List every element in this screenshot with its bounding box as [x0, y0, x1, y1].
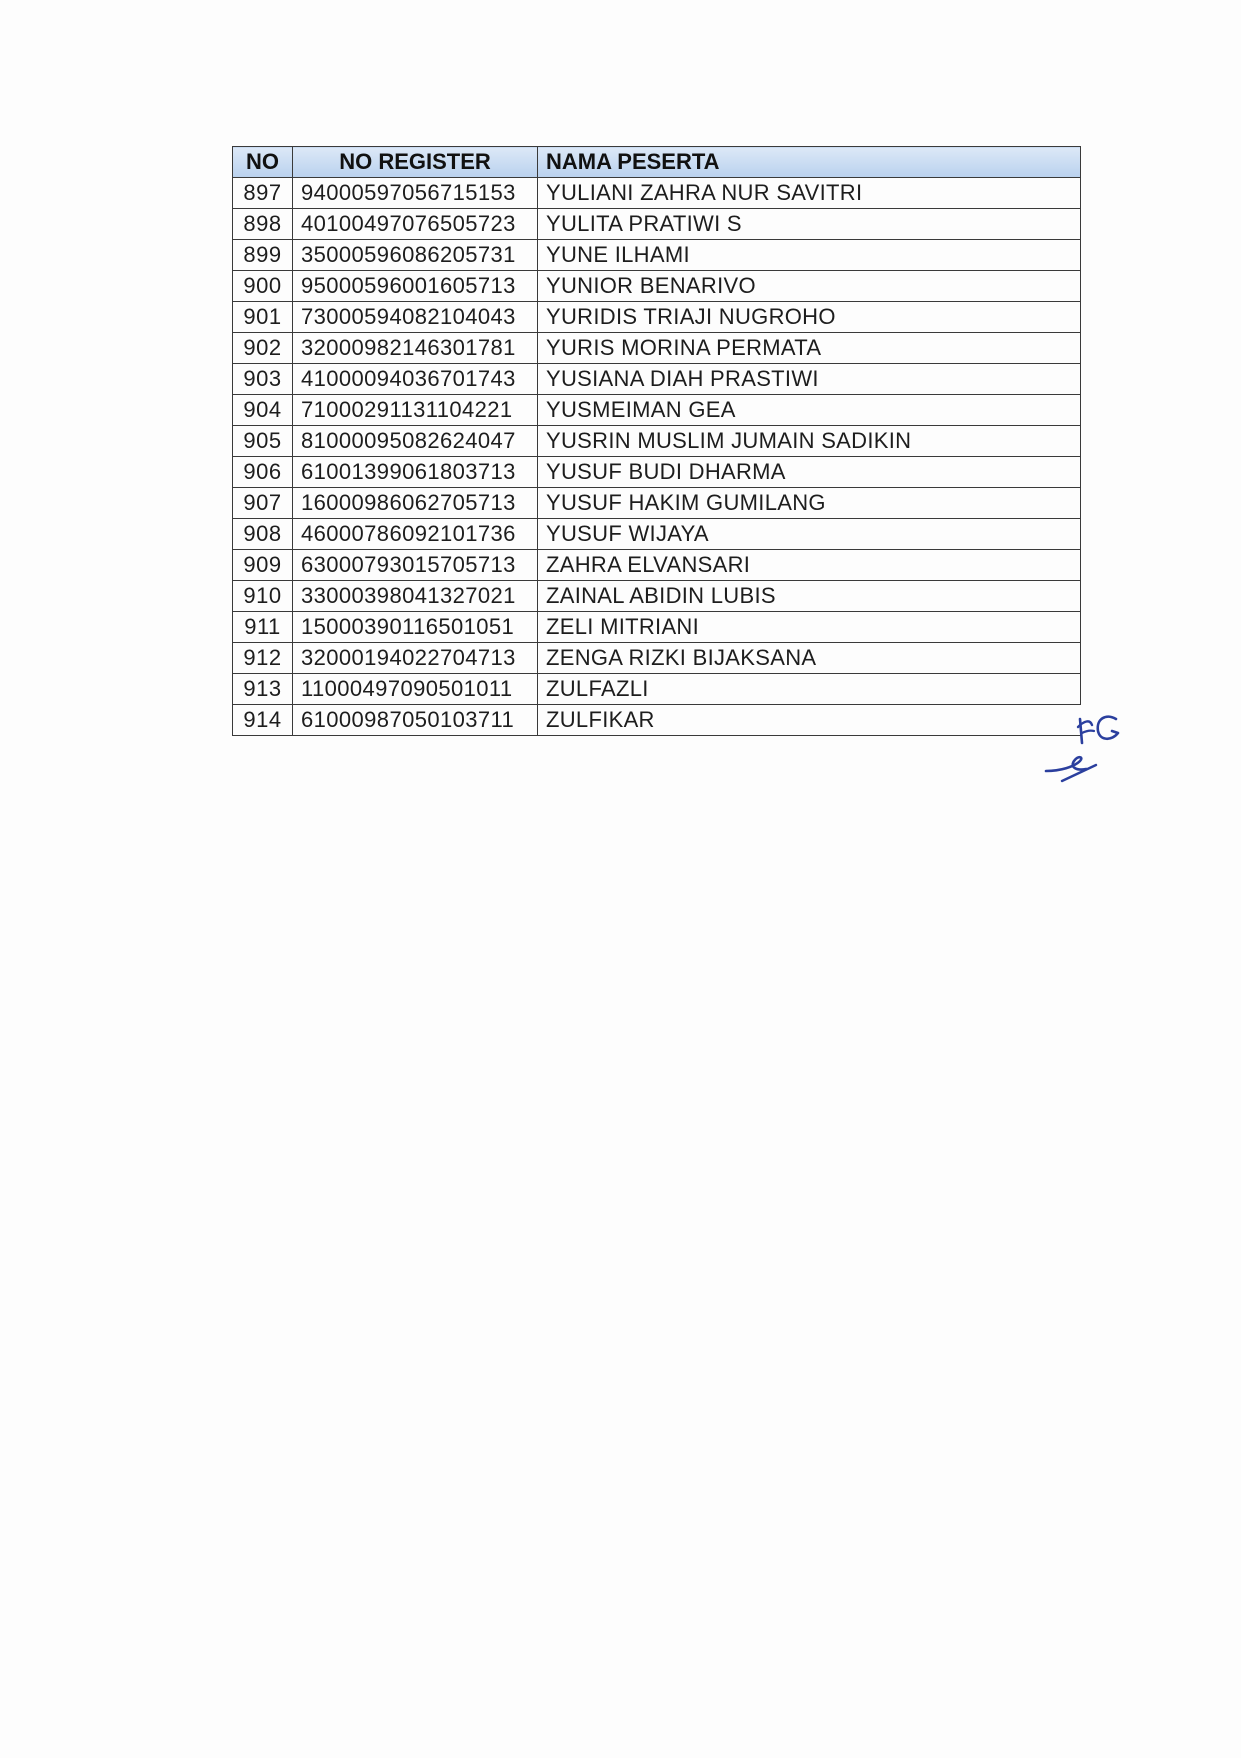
cell-register: 32000982146301781 — [293, 333, 538, 364]
table-row — [233, 271, 1081, 302]
table-row — [233, 395, 1081, 426]
cell-no: 912 — [233, 643, 293, 674]
cell-no: 908 — [233, 519, 293, 550]
table-row — [233, 178, 1081, 209]
cell-name: YULITA PRATIWI S — [538, 209, 1081, 240]
cell-no: 902 — [233, 333, 293, 364]
cell-name: ZENGA RIZKI BIJAKSANA — [538, 643, 1081, 674]
cell-register: 11000497090501011 — [293, 674, 538, 705]
cell-no: 911 — [233, 612, 293, 643]
cell-register: 71000291131104221 — [293, 395, 538, 426]
cell-register: 46000786092101736 — [293, 519, 538, 550]
cell-register: 16000986062705713 — [293, 488, 538, 519]
cell-no: 905 — [233, 426, 293, 457]
cell-no: 907 — [233, 488, 293, 519]
cell-no: 899 — [233, 240, 293, 271]
cell-name: ZULFAZLI — [538, 674, 1081, 705]
cell-name: YUSRIN MUSLIM JUMAIN SADIKIN — [538, 426, 1081, 457]
cell-name: YURIDIS TRIAJI NUGROHO — [538, 302, 1081, 333]
cell-no: 901 — [233, 302, 293, 333]
cell-register: 32000194022704713 — [293, 643, 538, 674]
table-row — [233, 240, 1081, 271]
cell-name: YURIS MORINA PERMATA — [538, 333, 1081, 364]
cell-name: ZELI MITRIANI — [538, 612, 1081, 643]
cell-no: 913 — [233, 674, 293, 705]
cell-name: YUNIOR BENARIVO — [538, 271, 1081, 302]
cell-name: YUNE ILHAMI — [538, 240, 1081, 271]
cell-no: 897 — [233, 178, 293, 209]
table-row — [233, 302, 1081, 333]
table-row — [233, 581, 1081, 612]
cell-no: 900 — [233, 271, 293, 302]
table-row — [233, 519, 1081, 550]
cell-name: YUSUF BUDI DHARMA — [538, 457, 1081, 488]
table-row — [233, 550, 1081, 581]
cell-register: 95000596001605713 — [293, 271, 538, 302]
cell-name: ZULFIKAR — [538, 705, 1081, 736]
cell-name: ZAINAL ABIDIN LUBIS — [538, 581, 1081, 612]
table-row — [233, 333, 1081, 364]
table-row — [233, 674, 1081, 705]
cell-no: 903 — [233, 364, 293, 395]
table-row — [233, 457, 1081, 488]
column-header-register: NO REGISTER — [293, 147, 538, 178]
cell-no: 914 — [233, 705, 293, 736]
cell-register: 63000793015705713 — [293, 550, 538, 581]
table-row — [233, 209, 1081, 240]
cell-register: 33000398041327021 — [293, 581, 538, 612]
cell-register: 81000095082624047 — [293, 426, 538, 457]
cell-register: 15000390116501051 — [293, 612, 538, 643]
participant-table — [232, 146, 1081, 736]
cell-name: YUSMEIMAN GEA — [538, 395, 1081, 426]
cell-register: 94000597056715153 — [293, 178, 538, 209]
cell-name: YUSUF HAKIM GUMILANG — [538, 488, 1081, 519]
table-row — [233, 705, 1081, 736]
handwritten-initials-signature — [1020, 705, 1130, 795]
table-row — [233, 612, 1081, 643]
cell-register: 41000094036701743 — [293, 364, 538, 395]
cell-register: 61001399061803713 — [293, 457, 538, 488]
column-header-no: NO — [233, 147, 293, 178]
cell-no: 906 — [233, 457, 293, 488]
cell-no: 910 — [233, 581, 293, 612]
cell-name: YUSUF WIJAYA — [538, 519, 1081, 550]
cell-name: YULIANI ZAHRA NUR SAVITRI — [538, 178, 1081, 209]
header-row — [233, 147, 1081, 178]
table-row — [233, 643, 1081, 674]
cell-register: 61000987050103711 — [293, 705, 538, 736]
cell-no: 898 — [233, 209, 293, 240]
column-header-name: NAMA PESERTA — [538, 147, 1081, 178]
table-row — [233, 488, 1081, 519]
table-row — [233, 426, 1081, 457]
table-row — [233, 364, 1081, 395]
cell-no: 904 — [233, 395, 293, 426]
cell-register: 40100497076505723 — [293, 209, 538, 240]
cell-no: 909 — [233, 550, 293, 581]
cell-name: YUSIANA DIAH PRASTIWI — [538, 364, 1081, 395]
cell-name: ZAHRA ELVANSARI — [538, 550, 1081, 581]
table-header — [233, 147, 1081, 178]
table-body — [233, 178, 1081, 736]
cell-register: 35000596086205731 — [293, 240, 538, 271]
cell-register: 73000594082104043 — [293, 302, 538, 333]
